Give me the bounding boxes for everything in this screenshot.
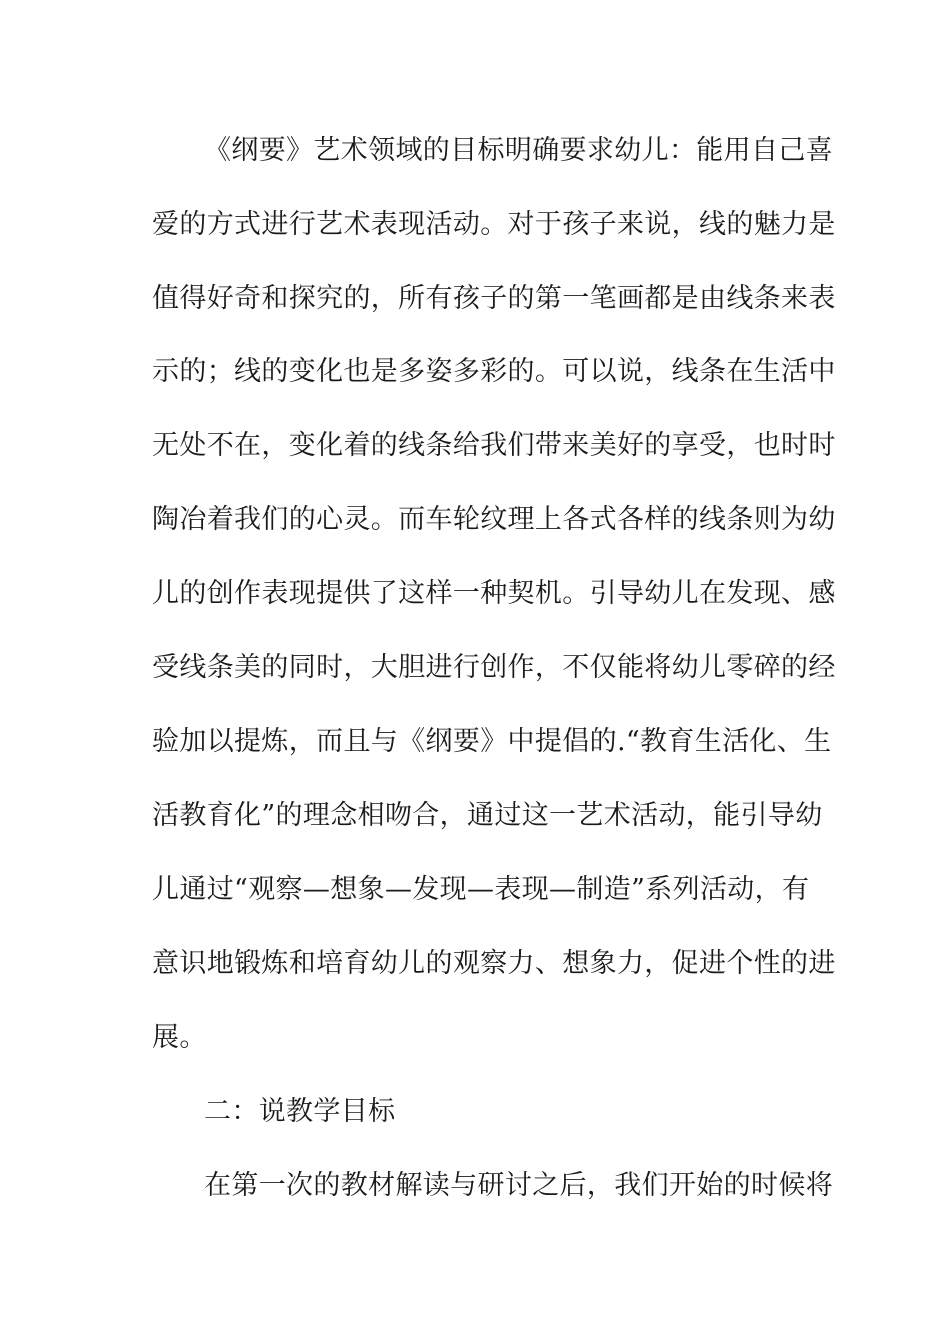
paragraph-1-line-3: 值得好奇和探究的，所有孩子的第一笔画都是由线条来表 (152, 283, 836, 314)
paragraph-1-line-4: 示的；线的变化也是多姿多彩的。可以说，线条在生活中 (152, 356, 836, 387)
paragraph-1-line-12: 意识地锻炼和培育幼儿的观察力、想象力，促进个性的进 (152, 948, 836, 979)
paragraph-1-line-8: 受线条美的同时，大胆进行创作，不仅能将幼儿零碎的经 (152, 652, 836, 683)
paragraph-1-line-7: 儿的创作表现提供了这样一种契机。引导幼儿在发现、感 (152, 578, 836, 609)
paragraph-2-line-1: 在第一次的教材解读与研讨之后，我们开始的时候将 (204, 1170, 834, 1201)
paragraph-1-line-1: 《纲要》艺术领域的目标明确要求幼儿：能用自己喜 (204, 135, 834, 166)
paragraph-1-line-9: 验加以提炼，而且与《纲要》中提倡的.“教育生活化、生 (152, 726, 832, 757)
paragraph-1-line-11: 儿通过“观察—想象—发现—表现—制造”系列活动，有 (152, 874, 810, 905)
paragraph-1-line-13: 展。 (152, 1022, 207, 1053)
paragraph-1-line-6: 陶冶着我们的心灵。而车轮纹理上各式各样的线条则为幼 (152, 504, 836, 535)
section-heading: 二：说教学目标 (204, 1096, 396, 1127)
paragraph-1-line-5: 无处不在，变化着的线条给我们带来美好的享受，也时时 (152, 430, 836, 461)
paragraph-1-line-2: 爱的方式进行艺术表现活动。对于孩子来说，线的魅力是 (152, 209, 836, 240)
paragraph-1-line-10: 活教育化”的理念相吻合，通过这一艺术活动，能引导幼 (152, 800, 823, 831)
